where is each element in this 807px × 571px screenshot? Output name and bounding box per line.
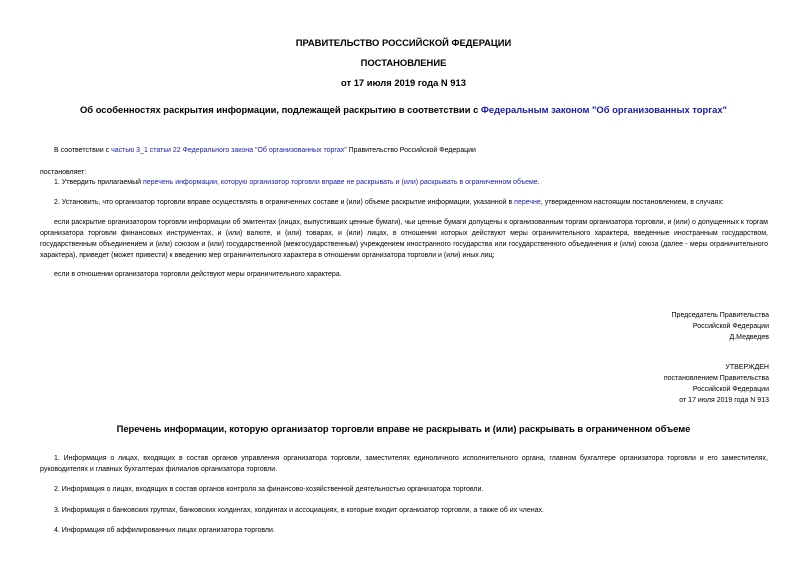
approval-date: от 17 июля 2019 года N 913 (679, 397, 769, 404)
document-title (0, 103, 807, 116)
case-1: если раскрытие организатором торговли информации об эмитентах (лицах, выпустивших ценные бумаги), чьи ценные бумаги допущены к организованным торгам организатора торговли, и (или) о допущенных к торгам организатора торговли финансовых инструментах, и (или) валюте, и (или) товарах, и (или) лицах, в отношении которых действуют меры ограничительного характера, введенные иностранным государством, государственным объединением и (или) союзом и (или) государственной (межгосударственным) учреждением иностранного государства или государственного объединения и (или) союза (далее - меры ограничительного характера), приведет (может привести) к введению мер ограничительного характера в отношении организатора торговли и (или) иных лиц; (40, 219, 768, 259)
item2-text: 2. Установить, что организатор торговли вправе осуществлять в ограниченных составе и (или) объеме раскрытие информации, указанной в (54, 199, 515, 206)
list-short-link[interactable]: перечне (514, 199, 541, 206)
approval-title: УТВЕРЖДЕН (725, 364, 769, 371)
item1-text: 1. Утвердить прилагаемый (54, 179, 143, 186)
approval-block (664, 362, 769, 406)
signature-position: Председатель Правительства (671, 312, 769, 319)
approval-line-2: постановлением Правительства (663, 375, 769, 382)
decrees-word: постановляет: (40, 169, 87, 176)
document-type: ПОСТАНОВЛЕНИЕ (360, 57, 447, 68)
case-2: если в отношении организатора торговли действуют меры ограничительного характера. (54, 271, 342, 278)
signature-block (672, 310, 769, 343)
item2-text-end: , утвержденном настоящим постановлением, в случаях: (540, 199, 724, 206)
preamble-text-end: Правительство Российской Федерации (346, 147, 476, 154)
preamble-text: В соответствии с (54, 147, 112, 154)
signature-name: Д.Медведев (729, 334, 769, 341)
signature-country: Российской Федерации (692, 323, 769, 330)
decree-item-2 (40, 197, 768, 208)
government-heading: ПРАВИТЕЛЬСТВО РОССИЙСКОЙ ФЕДЕРАЦИИ (295, 37, 512, 48)
preamble-law-link[interactable]: частью 3_1 статьи 22 Федерального закона "Об организованных торгах" (111, 147, 347, 154)
list-item-3: 3. Информация о банковских группах, банковских холдингах, холдингах и ассоциациях, в которые входит организатор торговли, а также об их членах. (54, 507, 544, 514)
decree-item-1 (40, 177, 768, 188)
preamble (40, 145, 768, 156)
title-text: Об особенностях раскрытия информации, подлежащей раскрытию в соответствии с (80, 104, 481, 115)
list-item-1: 1. Информация о лицах, входящих в состав органов управления организатора торговли, заместителях единоличного исполнительного органа, главном бухгалтере организатора торговли и его заместителях, руководителях и главных бухгалтерах филиалов организатора торговли. (40, 455, 768, 473)
document-date: от 17 июля 2019 года N 913 (341, 77, 466, 88)
list-title: Перечень информации, которую организатор торговли вправе не раскрывать и (или) раскрывать в ограниченном объеме (116, 423, 691, 434)
list-item-4: 4. Информация об аффилированных лицах организатора торговли. (54, 527, 275, 534)
title-law-link[interactable]: Федеральным законом "Об организованных торгах" (480, 104, 727, 115)
approval-line-3: Российской Федерации (692, 386, 769, 393)
item1-text-end: . (537, 179, 540, 186)
list-item-2: 2. Информация о лицах, входящих в состав органов контроля за финансово-хозяйственной деятельностью организатора торговли. (54, 486, 484, 493)
list-link[interactable]: перечень информации, которую организатор торговли вправе не раскрывать и (или) раскрывать в ограниченном объеме (142, 179, 538, 186)
